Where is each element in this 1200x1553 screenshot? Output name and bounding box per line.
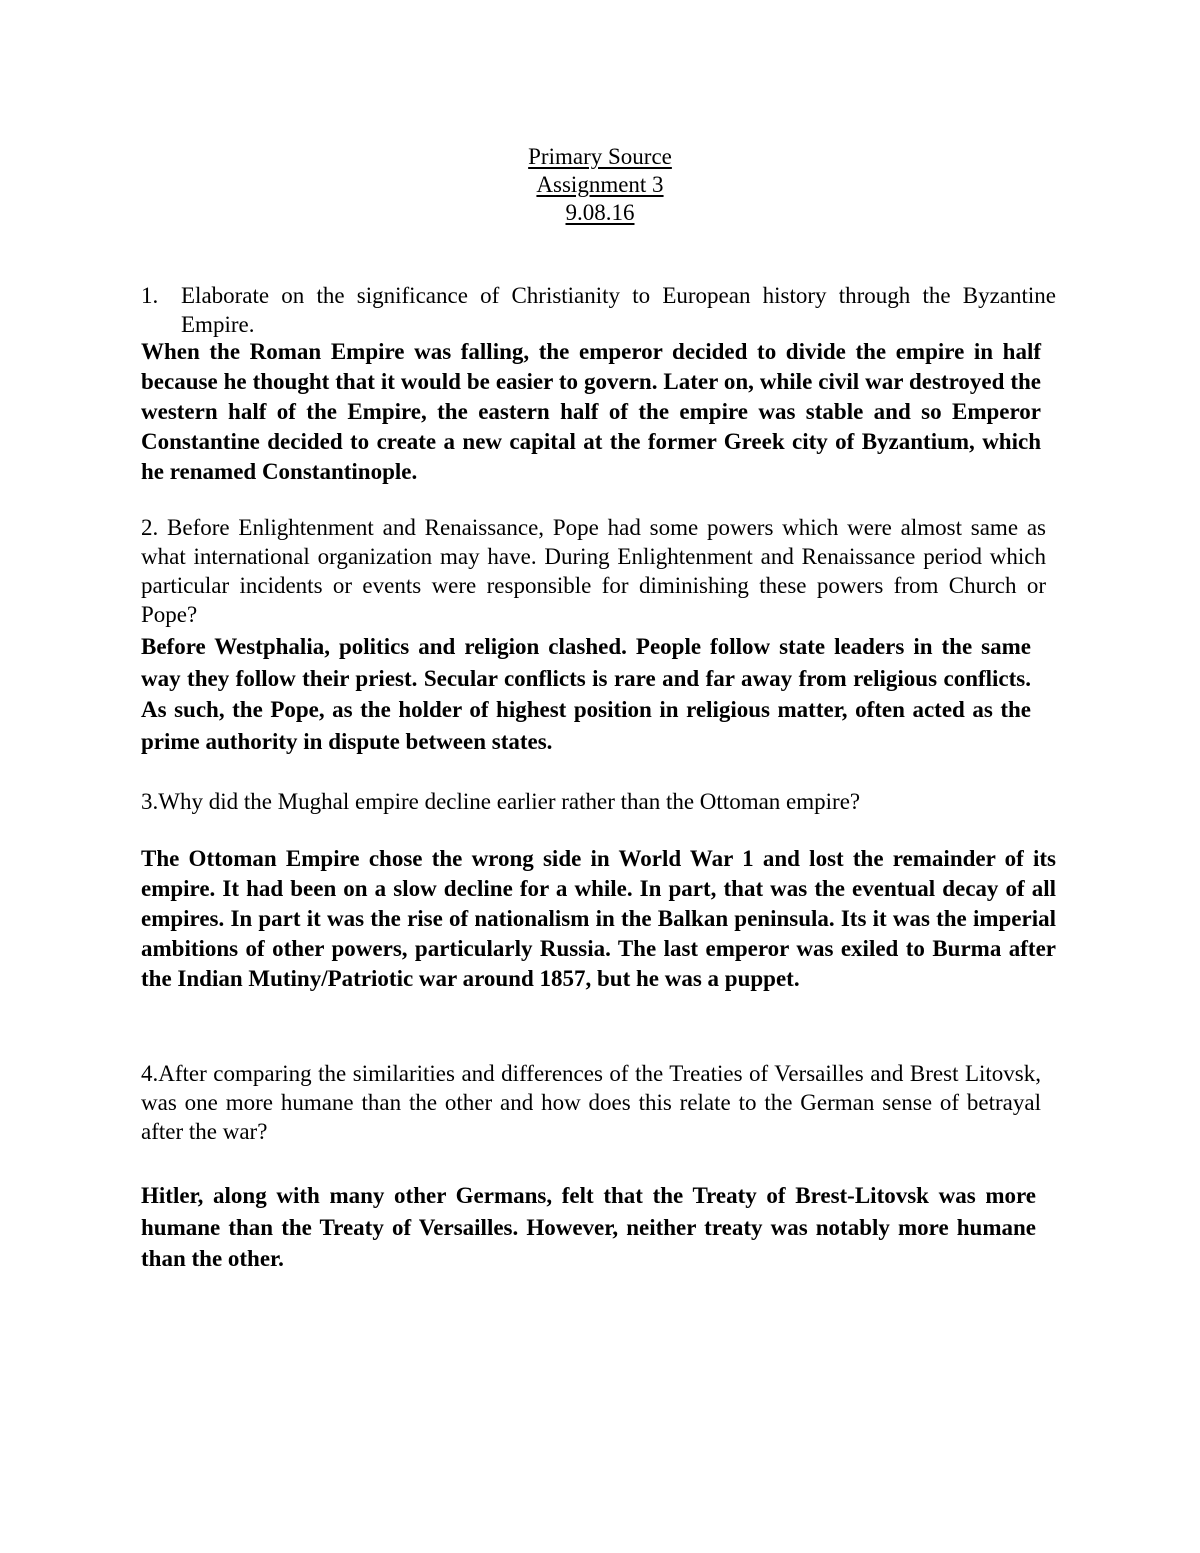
- answer-4: Hitler, along with many other Germans, felt that the Treaty of Brest-Litovsk was more humane than the Treaty of Versailles. However, neither treaty was notably more humane than the other.: [141, 1183, 1036, 1271]
- document-header: [0, 143, 1200, 227]
- header-title: Primary Source: [528, 144, 672, 169]
- answer-3: The Ottoman Empire chose the wrong side in World War 1 and lost the remainder of its empire. It had been on a slow decline for a while. In part, that was the eventual decay of all empires. In part it was the rise of nationalism in the Balkan peninsula. Its it was the imperial ambitions of other powers, particularly Russia. The last emperor was exiled to Burma after the Indian Mutiny/Patriotic war around 1857, but he was a puppet.: [141, 846, 1056, 991]
- question-1: [141, 281, 1056, 339]
- question-2: 2. Before Enlightenment and Renaissance, Pope had some powers which were almost same as what international organization may have. During Enlightenment and Renaissance period which particular incidents or events were responsible for diminishing these powers from Church or Pope?: [141, 515, 1046, 627]
- answer-1: When the Roman Empire was falling, the emperor decided to divide the empire in half because he thought that it would be easier to govern. Later on, while civil war destroyed the western half of the Empire, the eastern half of the empire was stable and so Emperor Constantine decided to create a new capital at the former Greek city of Byzantium, which he renamed Constantinople.: [141, 339, 1041, 484]
- question-1-number: 1.: [141, 283, 159, 308]
- question-3: 3.Why did the Mughal empire decline earlier rather than the Ottoman empire?: [141, 789, 861, 814]
- header-assignment: Assignment 3: [536, 172, 664, 197]
- question-4: 4.After comparing the similarities and differences of the Treaties of Versailles and Brest Litovsk, was one more humane than the other and how does this relate to the German sense of betrayal after the war?: [141, 1061, 1041, 1144]
- question-1-text: Elaborate on the significance of Christianity to European history through the Byzantine Empire.: [181, 283, 1056, 337]
- header-date: 9.08.16: [565, 200, 635, 225]
- answer-2: Before Westphalia, politics and religion clashed. People follow state leaders in the same way they follow their priest. Secular conflicts is rare and far away from religious conflicts. As such, the Pope, as the holder of highest position in religious matter, often acted as the prime authority in dispute between states.: [141, 634, 1031, 754]
